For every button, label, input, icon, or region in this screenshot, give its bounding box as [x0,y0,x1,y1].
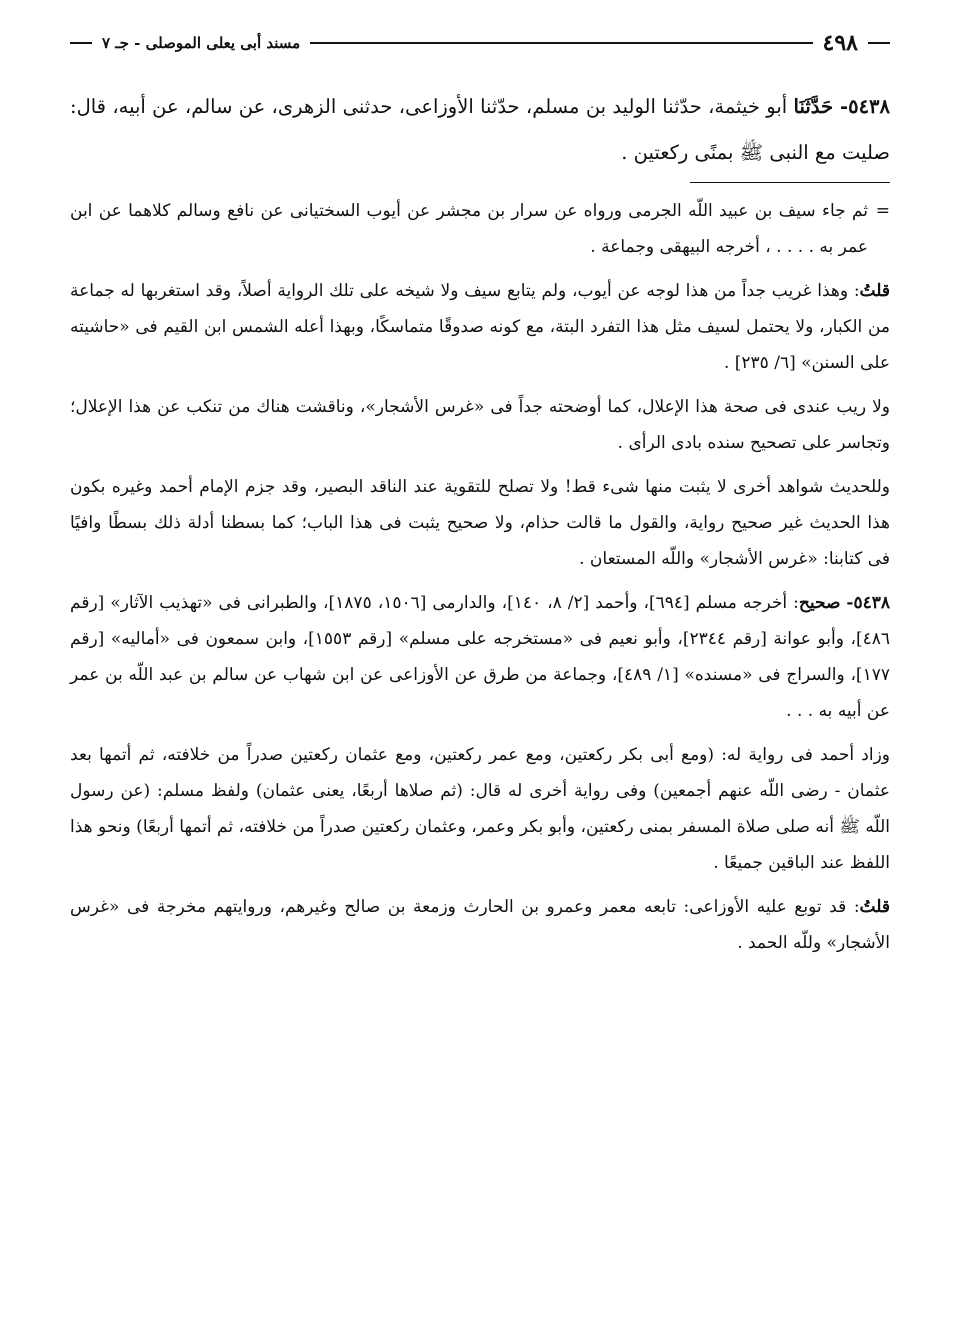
page [70,28,890,969]
header-dash-left [70,42,92,44]
footnotes [70,193,890,961]
takhrij-text: : أخرجه مسلم [٦٩٤]، وأحمد [٢/ ٨، ١٤٠]، والدارمى [١٥٠٦، ١٨٧٥]، والطبرانى فى «تهذيب الآثار» [رقم ٤٨٦]، وأبو عوانة [رقم ٢٣٤٤]، وأبو نعيم فى «مستخرجه على مسلم» [رقم ١٥٥٣]، وابن سمعون فى «أماليه» [رقم ١٧٧]، والسراج فى «مسنده» [١/ ٤٨٩]، وجماعة من طرق عن الأوزاعى عن ابن شهاب عن سالم بن عبد اللّه بن عمر عن أبيه به . . . [70,593,890,721]
footnote-paragraph-3 [70,469,890,577]
header-dash-right [868,42,890,44]
footnote-paragraph-1 [70,273,890,381]
takhrij-number: ٥٤٣٨- [846,593,890,613]
footnote-paragraph-4 [70,737,890,881]
footnote-separator [690,182,890,183]
qult-label-1: قلتُ [859,281,890,301]
hadith-dash: - [833,95,849,118]
footnote-paragraph-2 [70,389,890,461]
header-rule [310,42,812,44]
takhrij-grade: صحيح [798,593,841,613]
page-number: ٤٩٨ [822,30,858,56]
book-title: مسند أبى يعلى الموصلى - جـ ٧ [102,34,301,52]
takhrij-paragraph [70,585,890,729]
hadith-body: أبو خيثمة، حدّثنا الوليد بن مسلم، حدّثنا الأوزاعى، حدثنى الزهرى، عن سالم، عن أبيه، قال: صليت مع النبى ﷺ بمنًى ركعتين . [70,95,890,164]
continuation-text: ثم جاء سيف بن عبيد اللّه الجرمى ورواه عن سرار بن مجشر عن أيوب السختيانى عن نافع وسالم كلاهما عن ابن عمر به . . . . ، أخرجه البيهقى وجماعة . [70,201,868,257]
running-header [70,28,890,58]
paragraph-1-text: : وهذا غريب جداً من هذا لوجه عن أيوب، ولم يتابع سيف ولا شيخه على تلك الرواية أصلاً، وقد استغربها له جماعة من الكبار، ولا يحتمل لسيف مثل هذا التفرد البتة، مع كونه صدوقًا متماسكًا، وبهذا أعله الشمس ابن القيم فى «حاشيته على السنن» [٦/ ٢٣٥] . [70,281,890,373]
footnote-paragraph-5 [70,889,890,961]
hadith-text [70,84,890,176]
paragraph-2-text: ولا ريب عندى فى صحة هذا الإعلال، كما أوضحته جداً فى «غرس الأشجار»، وناقشت هناك من تنكب عن هذا الإعلال؛ وتجاسر على تصحيح سنده بادى الرأى . [70,397,890,453]
paragraph-5-text: : قد توبع عليه الأوزاعى: تابعه معمر وعمرو بن الحارث وزمعة بن صالح وغيرهم، وروايتهم مخرجة فى «غرس الأشجار» وللّه الحمد . [70,897,890,953]
hadith-keyword: حَدَّثَنَا [793,95,834,118]
paragraph-4-text: وزاد أحمد فى رواية له: (ومع أبى بكر ركعتين، ومع عمر ركعتين، ومع عثمان ركعتين صدراً من خلافته، ثم أتمها بعد عثمان - رضى اللّه عنهم أجمعين) وفى رواية أخرى له قال: (ثم صلاها أربعًا، يعنى عثمان) ولفظ مسلم: (عن رسول اللّه ﷺ أنه صلى صلاة المسفر بمنى ركعتين، وأبو بكر وعمر، وعثمان ركعتين صدراً من خلافته، ثم أتمها أربعًا) ونحو هذا اللفظ عند الباقين جميعًا . [70,745,890,873]
continuation-mark: = [875,201,890,221]
hadith-number: ٥٤٣٨ [848,95,890,118]
paragraph-3-text: وللحديث شواهد أخرى لا يثبت منها شىء قط! ولا تصلح للتقوية عند الناقد البصير، وقد جزم الإمام أحمد وغيره بكون هذا الحديث غير صحيح رواية، والقول ما قالت حذام، ولا صحيح يثبت فى هذا الباب؛ كما بسطنا أدلة ذلك بسطًا وافيًا فى كتابنا: «غرس الأشجار» واللّه المستعان . [70,477,890,569]
qult-label-5: قلتُ [859,897,890,917]
footnote-continuation [70,193,890,265]
